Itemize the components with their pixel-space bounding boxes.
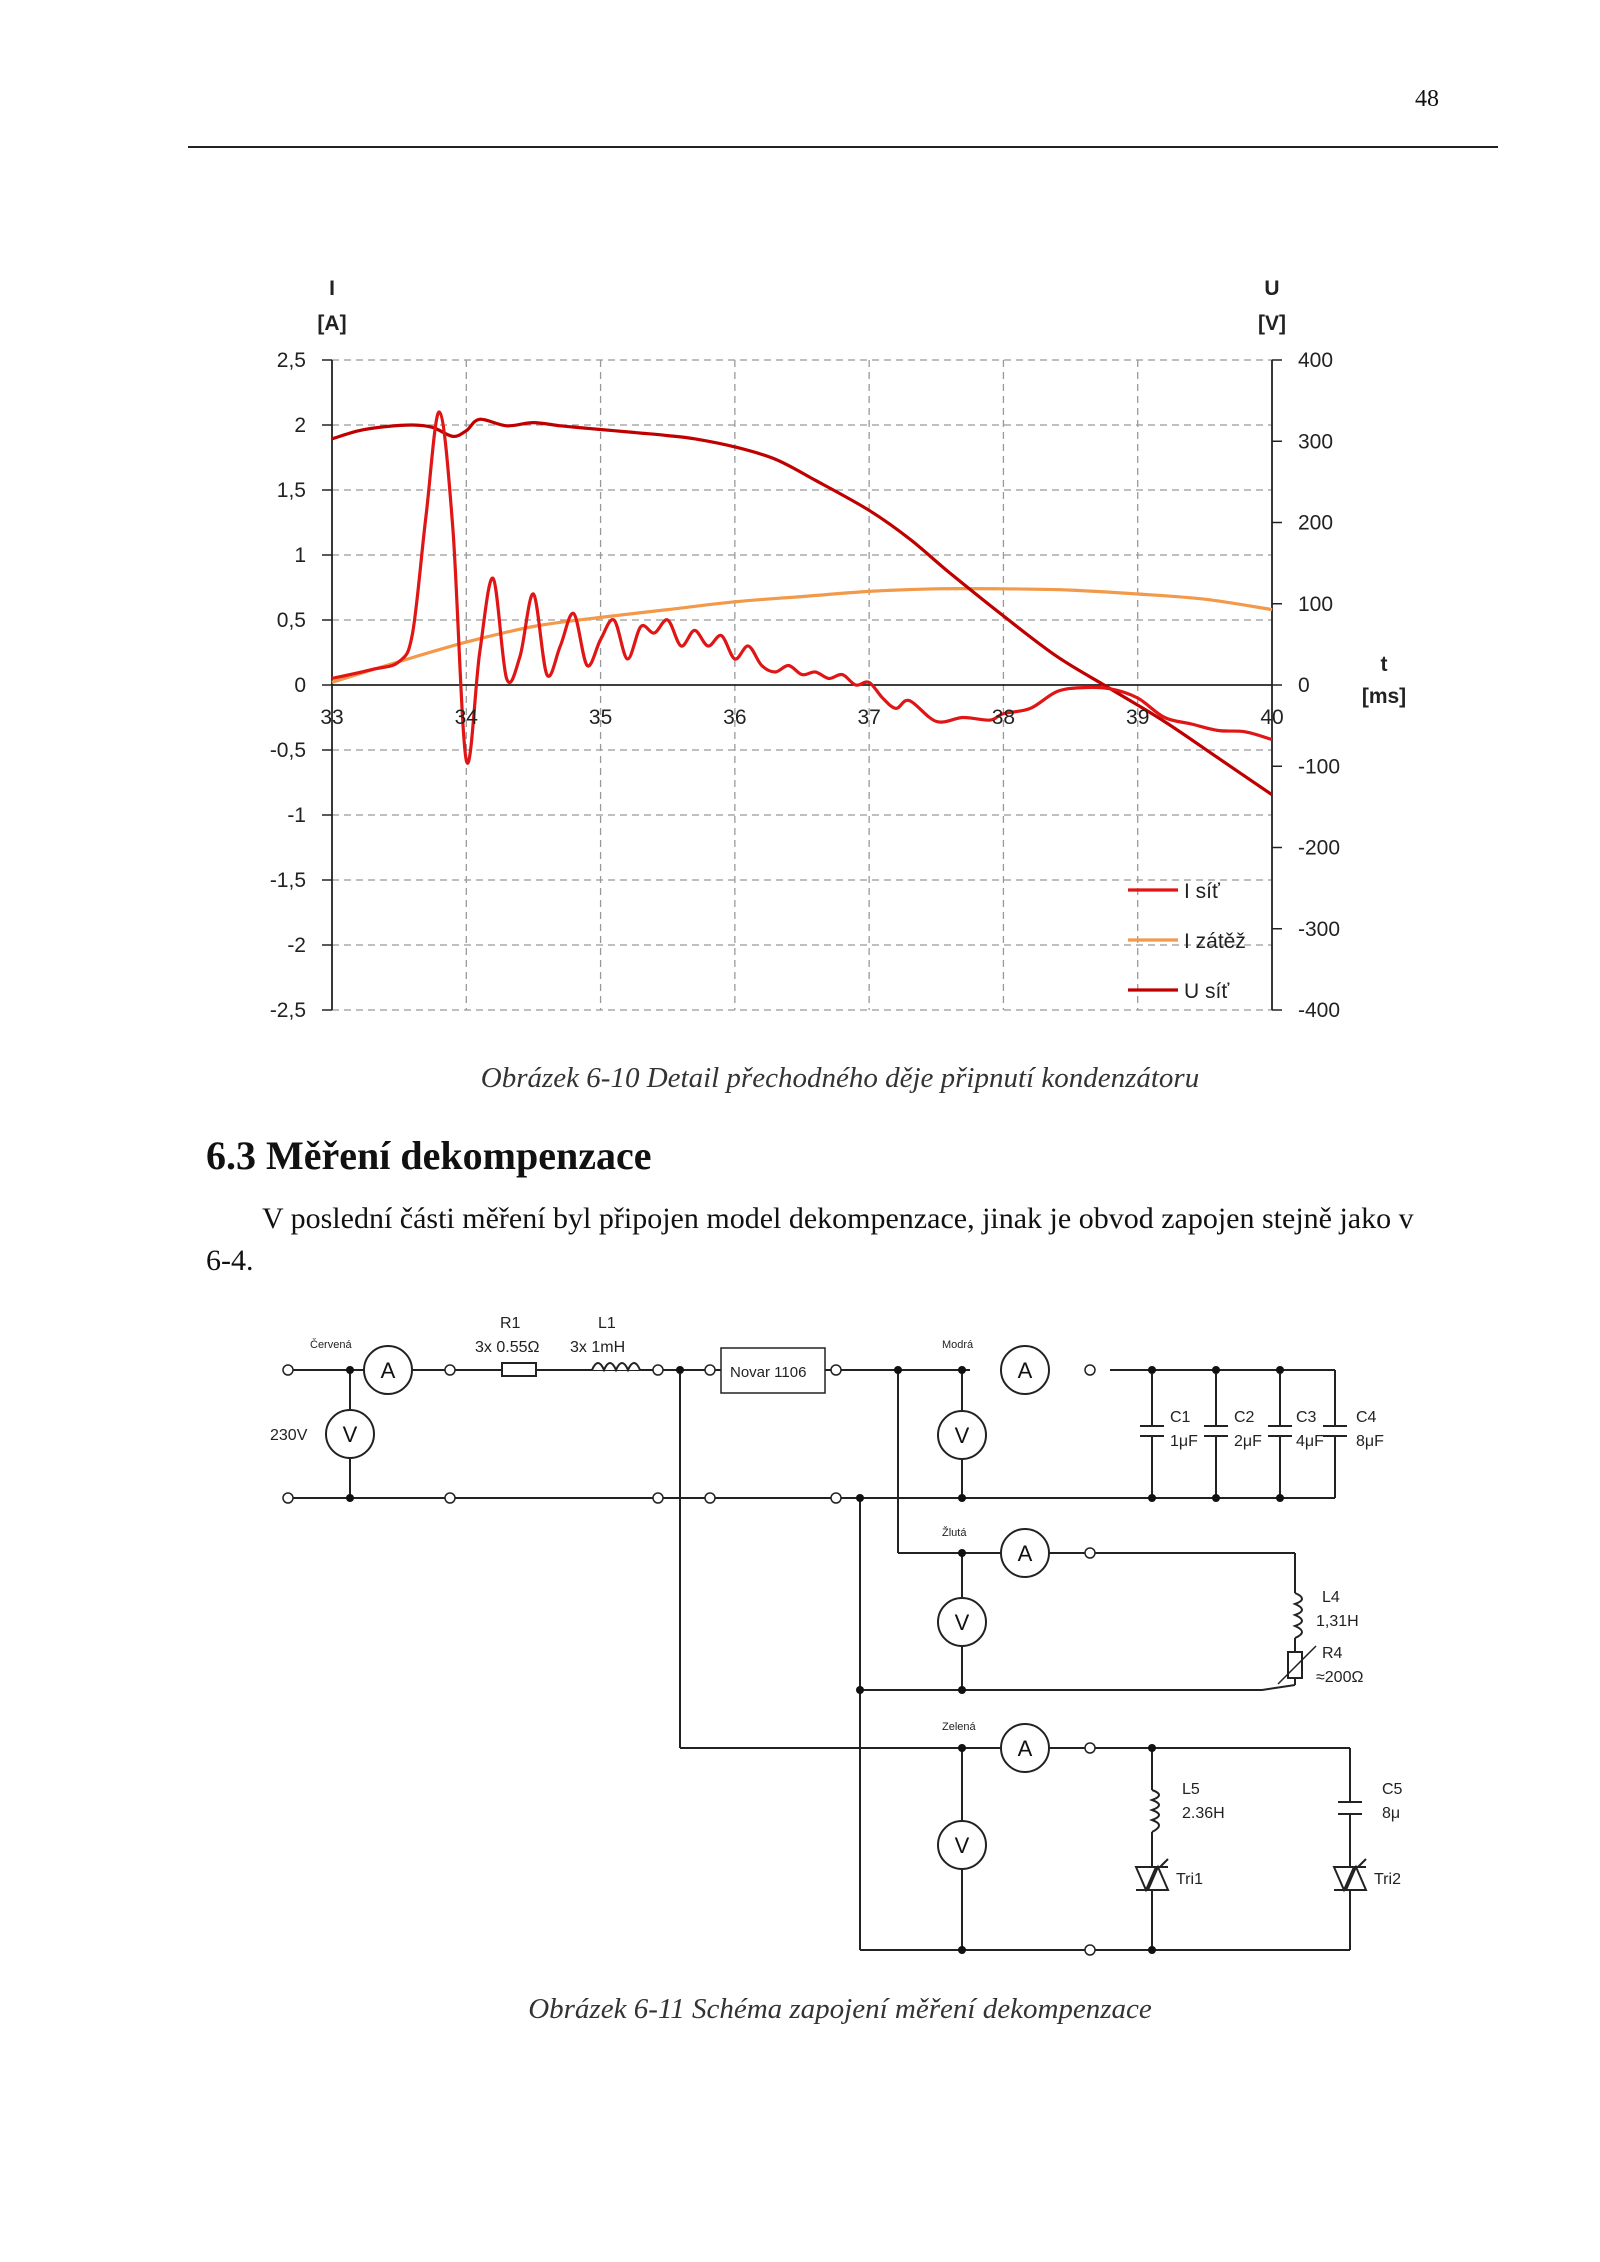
label-230v: 230V	[270, 1427, 308, 1444]
y-right-tick-label: 200	[1298, 511, 1334, 535]
y-right-tick-label: -200	[1298, 836, 1341, 860]
label-c4: C4	[1356, 1409, 1377, 1426]
label-l5: L5	[1182, 1781, 1200, 1798]
x-axis-unit: [ms]	[1361, 685, 1407, 708]
y-left-tick-label: 0,5	[276, 609, 306, 632]
chart-series	[332, 412, 1272, 795]
y-left-tick-label: -2,5	[269, 999, 306, 1022]
section-title: Měření dekompenzace	[266, 1133, 652, 1178]
y-right-tick-label: 400	[1298, 349, 1334, 372]
inductor-l5	[1152, 1790, 1159, 1832]
y-right-axis-label: U	[1264, 277, 1280, 300]
label-c1-value: 1μF	[1170, 1433, 1198, 1450]
y-left-tick-label: -1,5	[269, 869, 306, 892]
y-left-axis-label: I	[329, 277, 335, 300]
y-left-tick-label: 0	[294, 674, 306, 697]
y-left-tick-label: 2,5	[276, 349, 306, 372]
label-c3-value: 4μF	[1296, 1433, 1324, 1450]
figure-caption-6-11: Obrázek 6-11 Schéma zapojení měření dekompenzace	[528, 1993, 1152, 2025]
label-c2-value: 2μF	[1234, 1433, 1262, 1450]
x-tick-label: 38	[991, 706, 1016, 729]
label-r4: R4	[1322, 1645, 1343, 1662]
x-axis-label: t	[1380, 653, 1388, 676]
y-right-tick-label: 300	[1298, 430, 1334, 454]
label-c1: C1	[1170, 1409, 1191, 1426]
y-left-tick-label: -0,5	[269, 739, 306, 762]
voltmeter-label: V	[342, 1422, 358, 1447]
label-cervena: Červená	[310, 1339, 352, 1351]
label-tri2: Tri2	[1374, 1871, 1401, 1888]
y-left-tick-label: -2	[287, 934, 306, 957]
label-l5-value: 2.36H	[1182, 1805, 1225, 1822]
chart-legend	[1128, 880, 1246, 1003]
label-c5: C5	[1382, 1781, 1403, 1798]
voltmeter-label: V	[954, 1423, 970, 1448]
ammeter-label: A	[1017, 1736, 1033, 1761]
y-right-tick-label: -400	[1298, 999, 1341, 1022]
y-left-tick-label: -1	[287, 804, 306, 827]
label-zluta: Žlutá	[942, 1527, 967, 1539]
label-l1-name: L1	[598, 1315, 616, 1332]
label-c5-value: 8μ	[1382, 1805, 1401, 1822]
y-left-tick-label: 1,5	[276, 479, 306, 502]
label-modra: Modrá	[942, 1339, 974, 1351]
header-rule	[188, 146, 1498, 148]
x-tick-label: 39	[1126, 706, 1150, 729]
inductor-l1	[592, 1363, 640, 1370]
x-tick-label: 40	[1260, 706, 1284, 729]
resistor-r1	[502, 1363, 536, 1376]
voltmeter-label: V	[954, 1610, 970, 1635]
legend-label: U síť	[1184, 980, 1230, 1003]
label-c2: C2	[1234, 1409, 1255, 1426]
x-tick-label: 34	[454, 706, 478, 729]
legend-label: I síť	[1184, 880, 1220, 903]
section-paragraph: V poslední části měření byl připojen model dekompenzace, jinak je obvod zapojen stejně jako v 6-4.	[206, 1202, 1414, 1277]
label-zelena: Zelená	[942, 1721, 976, 1733]
ammeter-label: A	[380, 1358, 396, 1383]
label-r4-value: ≈200Ω	[1316, 1669, 1364, 1686]
y-left-tick-label: 1	[294, 544, 306, 567]
x-tick-label: 36	[723, 706, 747, 729]
ammeter-label: A	[1017, 1541, 1033, 1566]
circuit-schematic	[270, 1300, 1470, 1980]
label-l4-value: 1,31H	[1316, 1613, 1359, 1630]
label-r1-name: R1	[500, 1315, 521, 1332]
resistor-r4	[1288, 1652, 1302, 1678]
label-tri1: Tri1	[1176, 1871, 1203, 1888]
label-l1-value: 3x 1mH	[570, 1339, 626, 1356]
page-number: 48	[1415, 86, 1439, 112]
y-left-axis-unit: [A]	[317, 312, 347, 335]
legend-label: I zátěž	[1184, 930, 1246, 953]
x-tick-label: 35	[588, 706, 613, 729]
transient-chart	[250, 270, 1450, 1060]
y-right-tick-label: -100	[1298, 755, 1341, 779]
y-left-tick-label: 2	[294, 414, 306, 437]
y-right-axis-unit: [V]	[1258, 312, 1286, 335]
series-line-i-zatez	[332, 589, 1272, 683]
label-c4-value: 8μF	[1356, 1433, 1384, 1450]
y-right-tick-label: 0	[1298, 674, 1310, 697]
y-right-tick-label: -300	[1298, 917, 1341, 941]
label-l4: L4	[1322, 1589, 1340, 1606]
x-tick-label: 37	[857, 706, 881, 729]
label-c3: C3	[1296, 1409, 1317, 1426]
ammeter-label: A	[1017, 1358, 1033, 1383]
section-number: 6.3	[206, 1133, 256, 1178]
triac-tri1	[1136, 1848, 1168, 1905]
voltmeter-label: V	[954, 1833, 970, 1858]
label-analyzer: Novar 1106	[730, 1364, 807, 1381]
x-tick-label: 33	[320, 706, 344, 729]
y-right-tick-label: 100	[1298, 592, 1334, 616]
section-heading	[206, 1132, 651, 1179]
figure-caption-6-10: Obrázek 6-10 Detail přechodného děje připnutí kondenzátoru	[480, 1062, 1200, 1094]
inductor-l4	[1295, 1593, 1302, 1638]
label-r1-value: 3x 0.55Ω	[475, 1339, 540, 1356]
